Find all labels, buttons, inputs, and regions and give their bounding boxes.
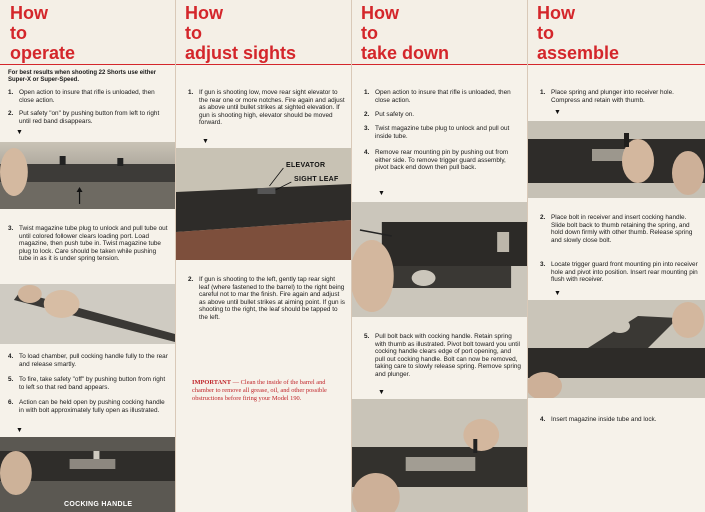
arrow-down-icon: ▼ [378, 190, 385, 197]
column-operate [0, 0, 176, 512]
caption-elevator: ELEVATOR [286, 162, 326, 169]
arrow-down-icon: ▼ [202, 138, 209, 145]
intro-note: For best results when shooting 22 Shorts use either Super-X or Super-Speed. [8, 70, 157, 83]
photo-trigger-assembly [528, 300, 705, 398]
step-5: 5. To fire, take safety "off" by pushing button from right to left so that red band appears. [8, 376, 166, 391]
arrow-down-icon: ▼ [554, 109, 561, 116]
step-2: 2. Place bolt in receiver and insert cocking handle. Slide bolt back to thumb retaining the spring, and hold down firmly with other thumb. Release spring and slowly close bolt. [540, 214, 693, 244]
photo-magazine-tube [0, 284, 175, 344]
photo-spring-plunger [528, 121, 705, 198]
step-1: 1. Open action to insure that rifle is unloaded, then close action. [8, 89, 155, 104]
caption-sight-leaf: SIGHT LEAF [294, 176, 339, 183]
step-3: 3. Locate trigger guard front mounting pin into receiver hole and pivot into position. Insert rear mounting pin flush with receiver. [540, 261, 698, 284]
section-title-adjust-sights: How to adjust sights [185, 3, 297, 63]
step-4: 4. To load chamber, pull cocking handle fully to the rear and release smartly. [8, 353, 168, 368]
step-2: 2. Put safety "on" by pushing button from left to right until red band disappears. [8, 110, 160, 125]
section-title-take-down: How to take down [361, 3, 450, 63]
section-title-operate: How to operate [10, 3, 76, 63]
step-3: 3. Twist magazine tube plug to unlock and pull tube out until colored follower clears loading port. Load magazine, then push tube in. Twist magazine tube plug to lock. Care should be taken while pushing tube in as it is under spring tension. [8, 225, 168, 263]
photo-trigger-guard [352, 202, 527, 317]
step-2: 2. If gun is shooting to the left, gently tap rear sight leaf (where fastened to the barrel) to the right being careful not to mar the finish. Fire again and adjust as above until bullet strikes at aiming point. If gun is shooting to the right, the leaf should be tapped to the left. [188, 276, 345, 321]
step-1: 1. Open action to insure that rifle is unloaded, then close action. [364, 89, 511, 104]
step-6: 6. Action can be held open by pushing cocking handle in with bolt approximately fully open as illustrated. [8, 399, 165, 414]
step-3: 3. Twist magazine tube plug to unlock and pull out inside tube. [364, 125, 510, 140]
important-note: IMPORTANT — Clean the inside of the barrel and chamber to remove all grease, oil, and other possible obstructions before firing your Model 190. [192, 379, 327, 402]
photo-rear-sight [176, 148, 351, 260]
column-assemble [528, 0, 705, 512]
photo-bolt-removal [352, 399, 527, 512]
step-5: 5. Pull bolt back with cocking handle. Retain spring with thumb as illustrated. Pivot bolt toward you until cocking handle clears edge of port opening, and pull out cocking handle. Bolt can now be removed, taking care to slowly release spring. Remove spring and plunger. [364, 333, 521, 378]
arrow-down-icon: ▼ [16, 427, 23, 434]
photo-safety-button [0, 142, 175, 209]
step-4: 4. Remove rear mounting pin by pushing out from either side. To remove trigger guard assembly, pivot back end down then pull back. [364, 149, 509, 172]
photo-cocking-handle [0, 437, 175, 512]
column-take-down [352, 0, 528, 512]
section-title-assemble: How to assemble [537, 3, 620, 63]
arrow-down-icon: ▼ [16, 129, 23, 136]
arrow-down-icon: ▼ [554, 290, 561, 297]
step-4: 4. Insert magazine inside tube and lock. [540, 416, 657, 423]
column-adjust-sights [176, 0, 352, 512]
arrow-down-icon: ▼ [378, 389, 385, 396]
caption-cocking-handle: COCKING HANDLE [64, 501, 133, 508]
step-1: 1. Place spring and plunger into receiver hole. Compress and retain with thumb. [540, 89, 674, 104]
step-1: 1. If gun is shooting low, move rear sight elevator to the rear one or more notches. Fire again and adjust as above until bullet strikes at sighted elevation. If gun is shooting high, elevator should be moved forward. [188, 89, 345, 127]
step-2: 2. Put safety on. [364, 111, 415, 118]
